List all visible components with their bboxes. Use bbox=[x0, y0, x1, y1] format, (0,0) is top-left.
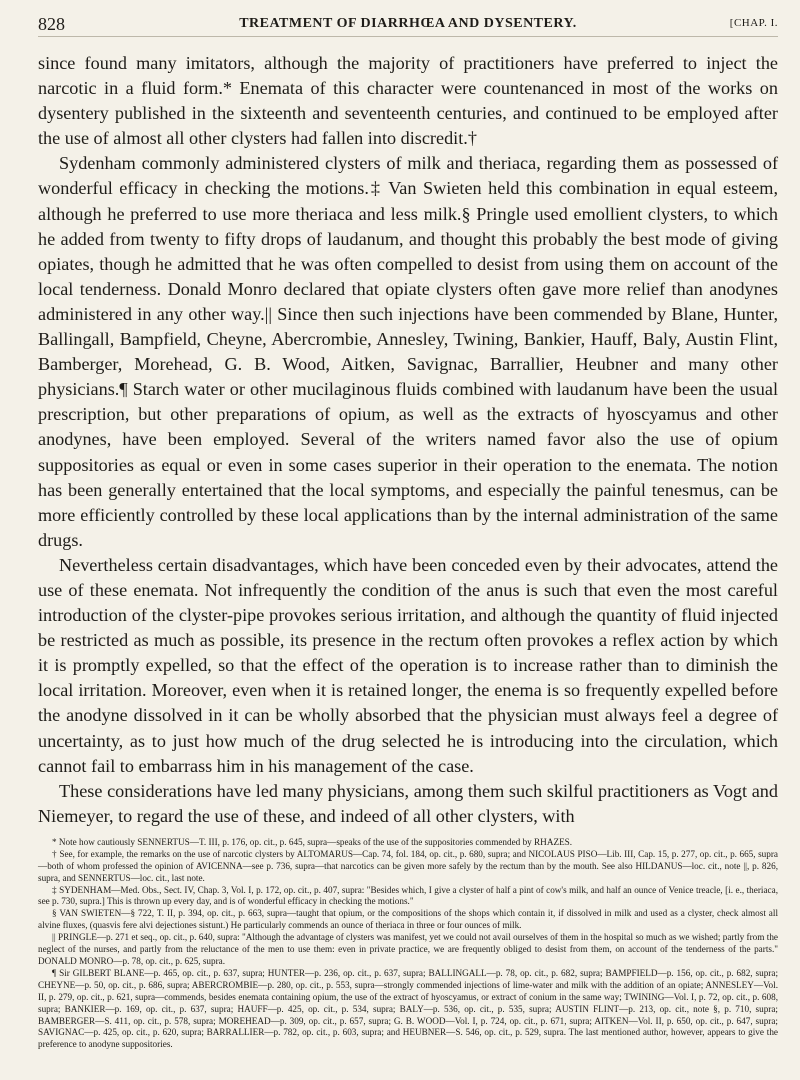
footnote-separator bbox=[38, 829, 778, 833]
body-text bbox=[38, 51, 778, 829]
paragraph: Nevertheless certain disadvantages, which have been conceded even by their advocates, attend the use of these enemata. Not infrequently the condition of the anus is such that even the most careful introduction of the clyster-pipe provokes serious irritation, and although the quantity of fluid injected be restricted as much as possible, its presence in the rectum often provokes a reflex action by which it is promptly expelled, so that the effect of the operation is to increase rather than to diminish the local irritation. Moreover, even when it is retained longer, the enema is so frequently expelled before the anodyne dissolved in it can be wholly absorbed that the physician must always feel a degree of uncertainty, as to just how much of the drug selected he is introducing into the circulation, which cannot fail to embarrass him in his management of the case. bbox=[38, 554, 778, 776]
footnote: § VAN SWIETEN—§ 722, T. II, p. 394, op. cit., p. 663, supra—taught that opium, or the compositions of the shops which contain it, if dissolved in milk and used as a clyster, check almost all alvine fluxes, (quasvis fere alvi dejectiones sistunt.) He particularly commends an ounce of theriaca in three or four ounces of milk. bbox=[38, 908, 778, 931]
footnote: * Note how cautiously SENNERTUS—T. III, p. 176, op. cit., p. 645, supra—speaks of the use of the suppositories commended by RHAZES. bbox=[52, 836, 573, 847]
book-page bbox=[38, 12, 778, 1072]
footnote: ¶ Sir GILBERT BLANE—p. 465, op. cit., p. 637, supra; HUNTER—p. 236, op. cit., p. 637, supra; BALLINGALL—p. 78, op. cit., p. 682, supra; BAMPFIELD—p. 156, op. cit., p. 682, supra; CHEYNE—p. 50, op. cit., p. 686, supra; ABERCROMBIE—p. 280, op. cit., p. 553, supra—strongly commended injections of lime-water and milk with the addition of an opiate; ANNESLEY—Vol. II, p. 279, op. cit., p. 621, supra—commends, besides enemata containing opium, the use of the extract of hyoscyamus, or extract of conium in the same way; TWINING—Vol. I, p. 72, op. cit., p. 608, supra; BANKIER—p. 169, op. cit., p. 637, supra; HAUFF—p. 425, op. cit., p. 534, supra; BALY—p. 536, op. cit., p. 535, supra; AUSTIN FLINT—p. 213, op. cit., note §, p. 710, supra; BAMBERGER—S. 411, op. cit., p. 578, supra; MOREHEAD—p. 309, op. cit., p. 657, supra; G. B. WOOD—Vol. I, p. 724, op. cit., p. 671, supra; AITKEN—Vol. II, p. 650, op. cit., p. 647, supra; SAVIGNAC—p. 425, op. cit., p. 620, supra; BARRALLIER—p. 782, op. cit., p. 603, supra; and HEUBNER—S. 546, op. cit., p. 529, supra. The last mentioned author, however, appears to give the preference to anodyne suppositories. bbox=[38, 967, 778, 1050]
page-number: 828 bbox=[38, 14, 65, 34]
footnote: || PRINGLE—p. 271 et seq., op. cit., p. 640, supra: "Although the advantage of clysters was manifest, yet we could not avail ourselves of them in the hospital so much as we wished; partly from the neglect of the nurses, and partly from the reluctance of the men to use them: even in private practice, we are frequently obliged to desist from them, on account of the tenderness of the parts." DONALD MONRO—p. 78, op. cit., p. 625, supra. bbox=[38, 932, 778, 966]
paragraph: These considerations have led many physicians, among them such skilful practitioners as Vogt and Niemeyer, to regard the use of these, and indeed of all other clysters, with bbox=[38, 780, 778, 826]
running-header bbox=[38, 12, 778, 37]
paragraph: since found many imitators, although the majority of practitioners have preferred to inject the narcotic in a fluid form.* Enemata of this character were countenanced in most of the works on dysentery published in the sixteenth and seventeenth centuries, and continued to be employed after the use of almost all other clysters had fallen into discredit.† bbox=[38, 53, 778, 149]
chapter-label: [CHAP. I. bbox=[729, 17, 778, 29]
paragraph: Sydenham commonly administered clysters of milk and theriaca, regarding them as possessed of wonderful efficacy in checking the motions.‡ Van Swieten held this combination in equal esteem, although he preferred to use more theriaca and less milk.§ Pringle used emollient clysters, to which he added from twenty to fifty drops of laudanum, and thought this probably the best mode of giving opiates, though he admitted that he was often compelled to desist from using them on account of the local tenderness. Donald Monro declared that opiate clysters often gave more relief than anodynes administered in any other way.|| Since then such injections have been commended by Blane, Hunter, Ballingall, Bampfield, Cheyne, Abercrombie, Annesley, Twining, Bankier, Hauff, Baly, Austin Flint, Bamberger, Morehead, G. B. Wood, Aitken, Savignac, Barrallier, Heubner and many other physicians.¶ Starch water or other mucilaginous fluids combined with laudanum have been the usual prescription, but other preparations of opium, as well as the extracts of hyoscyamus and other anodynes, have been employed. Several of the writers named favor also the use of opium suppositories as equal or even in some cases superior in their operation to the enemata. The notion has been generally entertained that the local symptoms, and especially the painful tenesmus, can be more efficiently controlled by these local applications than by the internal administration of the same drugs. bbox=[38, 153, 778, 550]
running-title: TREATMENT OF DIARRHŒA AND DYSENTERY. bbox=[239, 16, 577, 31]
footnote: ‡ SYDENHAM—Med. Obs., Sect. IV, Chap. 3, Vol. I, p. 172, op. cit., p. 407, supra: "Besides which, I give a clyster of half a pint of cow's milk, and half an ounce of Venice treacle, [i. e., theriaca, see p. 730, supra.] This is thrown up every day, and is of wonderful efficacy in checking the motions." bbox=[38, 884, 778, 907]
footnote: † See, for example, the remarks on the use of narcotic clysters by ALTOMARUS—Cap. 74, fol. 184, op. cit., p. 680, supra; and NICOLAUS PISO—Lib. III, Cap. 15, p. 277, op. cit., p. 665, supra—both of whom professed the opinion of AVICENNA—see p. 736, supra—that narcotics can be given more safely by the rectum than by the mouth. See also HILDANUS—loc. cit., note ||, p. 826, supra, and SENNERTUS—loc. cit., last note. bbox=[38, 848, 778, 883]
footnotes bbox=[38, 837, 778, 1051]
